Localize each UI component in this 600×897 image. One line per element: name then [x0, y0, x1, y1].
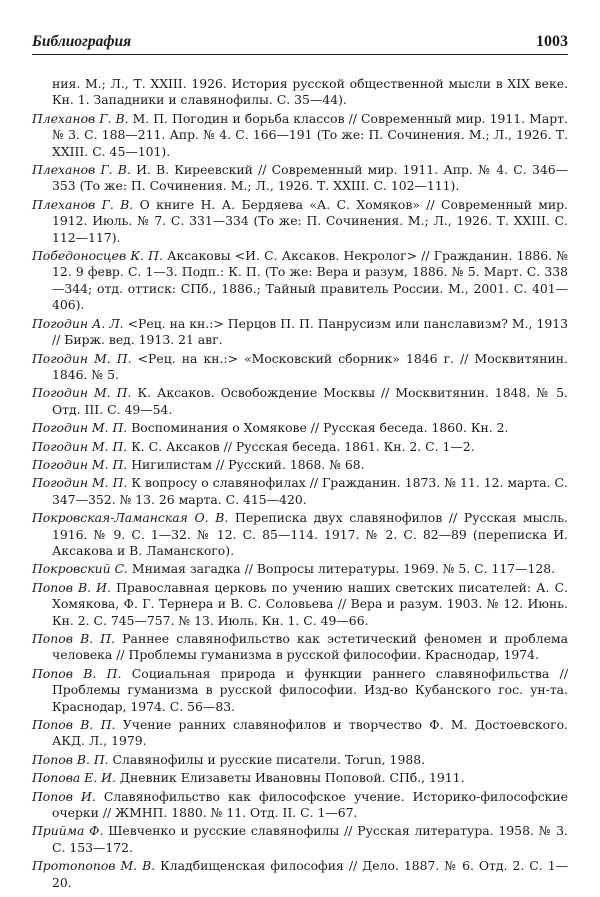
entry-author: Погодин М. П.	[32, 420, 128, 436]
entry-text: Славянофилы и русские писатели. Torun, 1988.	[112, 751, 426, 767]
bibliography-entry	[32, 420, 568, 436]
entry-author: Плеханов Г. В.	[32, 196, 134, 212]
entry-text: Шевченко и русские славянофилы // Русская литература. 1958. № 3. С. 153—172.	[52, 823, 568, 855]
bibliography-entry	[32, 580, 568, 629]
entry-author: Попов В. П.	[32, 751, 109, 767]
bibliography-entry	[32, 561, 568, 577]
entry-author: Протопопов М. В.	[32, 858, 156, 874]
bibliography-entry	[32, 111, 568, 160]
entry-author: Победоносцев К. П.	[32, 248, 163, 264]
running-header	[32, 30, 568, 55]
entry-text: Славянофильство как философское учение. Историко-философские очерки // ЖМНП. 1880. № 11. Отд. II. С. 1—67.	[52, 788, 568, 821]
bibliography-entry	[32, 76, 568, 109]
entry-author: Погодин М. П.	[32, 438, 128, 454]
entry-text: К. Аксаков. Освобождение Москвы // Москвитянин. 1848. № 5. Отд. III. С. 49—54.	[52, 385, 568, 417]
entry-text: Православная церковь по учению наших светских писателей: А. С. Хомякова, Ф. Г. Тернера и В. С. Соловьева // Вера и разум. 1903. № 12. Июнь. Кн. 2. С. 745—757. № 13. Июль. Кн. 1. С. 49—66.	[52, 579, 568, 628]
entry-text: Нигилистам // Русский. 1868. № 68.	[131, 456, 365, 472]
bibliography-entry	[32, 510, 568, 559]
bibliography-entry	[32, 717, 568, 750]
bibliography-entry	[32, 457, 568, 473]
entry-text: Учение ранних славянофилов и творчество Ф. М. Достоевского. АКД. Л., 1979.	[52, 717, 568, 749]
bibliography-entry	[32, 351, 568, 384]
bibliography-entry	[32, 439, 568, 455]
bibliography-entry	[32, 823, 568, 856]
bibliography-entry	[32, 248, 568, 314]
entry-author: Попов В. П.	[32, 717, 116, 733]
bibliography-entry	[32, 197, 568, 246]
entry-author: Попов И.	[32, 788, 96, 804]
entry-author: Покровская-Ламанская О. В.	[32, 510, 229, 526]
entry-text: Дневник Елизаветы Ивановны Поповой. СПб., 1911.	[119, 770, 465, 786]
entry-author: Плеханов Г. В.	[32, 162, 131, 178]
entry-author: Прийма Ф.	[32, 823, 104, 839]
entry-author: Попов В. И.	[32, 579, 111, 595]
entry-author: Погодин М. П.	[32, 456, 128, 472]
entry-author: Попов В. П.	[32, 631, 116, 646]
entry-text: Кладбищенская философия // Дело. 1887. № 6. Отд. 2. С. 1—20.	[52, 858, 568, 890]
bibliography-entry	[32, 162, 568, 195]
bibliography-entry	[32, 858, 568, 891]
entry-author: Плеханов Г. В.	[32, 110, 129, 126]
bibliography-entry	[32, 385, 568, 418]
entry-text: К. С. Аксаков // Русская беседа. 1861. Кн. 2. С. 1—2.	[131, 438, 475, 454]
bibliography-list	[32, 76, 568, 893]
entry-text: ния. М.; Л., Т. XXIII. 1926. История русской общественной мысли в XIX веке. Кн. 1. Западники и славянофилы. С. 35—44).	[52, 76, 568, 108]
bibliography-entry	[32, 752, 568, 768]
entry-author: Погодин М. П.	[32, 385, 132, 401]
entry-text: И. В. Киреевский // Современный мир. 1911. Апр. № 4. С. 346—353 (То же: П. Сочинения. М.; Л., 1926. Т. XXIII. С. 102—111).	[52, 162, 568, 194]
entry-text: Мнимая загадка // Вопросы литературы. 1969. № 5. С. 117—128.	[131, 561, 556, 577]
entry-text: <Рец. на кн.:> «Московский сборник» 1846 г. // Москвитянин. 1846. № 5.	[52, 350, 568, 382]
entry-text: М. П. Погодин и борьба классов // Современный мир. 1911. Март. № 3. С. 188—211. Апр. № 4. С. 166—191 (То же: П. Сочинения. М.; Л., 1926. Т. XXIII. С. 45—101).	[52, 110, 568, 159]
bibliography-entry	[32, 475, 568, 508]
entry-text: К вопросу о славянофилах // Гражданин. 1873. № 11. 12. марта. С. 347—352. № 13. 26 марта. С. 415—420.	[52, 475, 568, 507]
bibliography-entry	[32, 631, 568, 664]
entry-author: Погодин А. Л.	[32, 315, 124, 331]
bibliography-entry	[32, 316, 568, 349]
entry-text: Раннее славянофильство как эстетический феномен и проблема человека // Проблемы гуманизма в русской философии. Краснодар, 1974.	[52, 631, 568, 663]
entry-author: Попова Е. И.	[32, 770, 116, 786]
section-title: Библиография	[32, 33, 132, 50]
entry-author: Погодин М. П.	[32, 350, 132, 366]
bibliography-entry	[32, 666, 568, 715]
entry-text: <Рец. на кн.:> Перцов П. П. Панрусизм или панславизм? М., 1913 // Бирж. вед. 1913. 21 авг.	[52, 315, 568, 348]
bibliography-entry	[32, 770, 568, 786]
entry-text: О книге Н. А. Бердяева «А. С. Хомяков» // Современный мир. 1912. Июль. № 7. С. 331—334 (То же: П. Сочинения. М.; Л., 1926. Т. XXIII. С. 112—117).	[52, 196, 568, 245]
entry-text: Аксаковы <И. С. Аксаков. Некролог> // Гражданин. 1886. № 12. 9 февр. С. 1—3. Подп.: К. П. (То же: Вера и разум, 1886. № 5. Март. С. 338—344; отд. оттиск: СПб., 1886.; Тайный правитель России. М., 2001. С. 401—406).	[52, 248, 568, 313]
entry-text: Социальная природа и функции раннего славянофильства // Проблемы гуманизма в русской философии. Изд-во Кубанского гос. ун-та. Краснодар, 1974. С. 56—83.	[52, 665, 568, 714]
entry-author: Погодин М. П.	[32, 475, 128, 491]
entry-text: Переписка двух славянофилов // Русская мысль. 1916. № 9. С. 1—32. № 12. С. 85—114. 1917. № 2. С. 82—89 (переписка И. Аксакова и В. Ламанского).	[52, 510, 568, 558]
entry-author: Попов В. П.	[32, 665, 122, 681]
entry-text: Воспоминания о Хомякове // Русская беседа. 1860. Кн. 2.	[131, 420, 509, 436]
entry-author: Покровский С.	[32, 561, 128, 577]
bibliography-entry	[32, 789, 568, 822]
page-number: 1003	[536, 33, 568, 50]
